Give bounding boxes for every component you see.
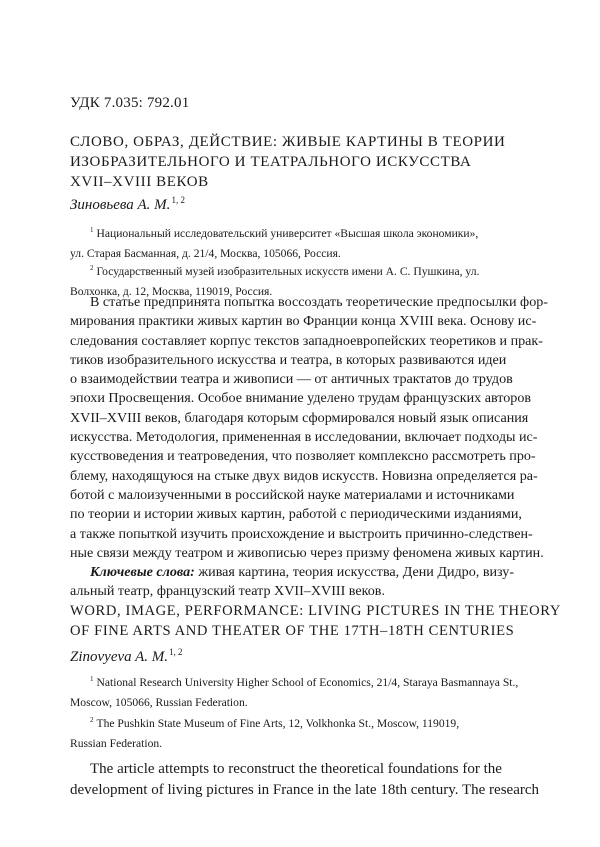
aff-number: 2: [90, 264, 94, 272]
abstract-line: по теории и истории живых картин, работой с периодическими изданиями,: [70, 506, 522, 523]
aff-line: National Research University Higher School of Economics, 21/4, Staraya Basmannaya St.,: [96, 675, 519, 689]
en-title-line: OF FINE ARTS AND THEATER OF THE 17TH–18TH CENTURIES: [70, 623, 515, 639]
abstract-line: мирования практики живых картин во Франции конца XVIII века. Основу ис-: [70, 313, 537, 330]
keywords-label: Ключевые слова:: [90, 564, 195, 581]
abstract-line: The article attempts to reconstruct the theoretical foundations for the: [90, 761, 502, 777]
keywords-line: альный театр, французский театр XVII–XVIII веков.: [70, 583, 385, 600]
aff-line: The Pushkin State Museum of Fine Arts, 12, Volkhonka St., Moscow, 119019,: [96, 716, 460, 730]
abstract-line: XVII–XVIII веков, благодаря которым сформировался новый язык описания: [70, 409, 529, 426]
aff-line: ул. Старая Басманная, д. 21/4, Москва, 105066, Россия.: [70, 246, 341, 260]
aff-number: 2: [90, 716, 94, 724]
aff-number: 1: [90, 675, 94, 683]
abstract-line: блему, находящуюся на стыке двух видов искусств. Новизна определяется ра-: [70, 467, 538, 484]
en-author-sup: 1, 2: [169, 647, 183, 657]
abstract-line: а также попыткой изучить происхождение и выстроить причинно-следствен-: [70, 525, 533, 542]
ru-title-line: СЛОВО, ОБРАЗ, ДЕЙСТВИЕ: ЖИВЫЕ КАРТИНЫ В ТЕОРИИ: [70, 134, 506, 150]
en-title: [70, 601, 561, 641]
abstract-line: о взаимодействии театра и живописи — от античных трактатов до трудов: [70, 371, 513, 388]
aff-line: Moscow, 105066, Russian Federation.: [70, 695, 248, 709]
aff-number: 1: [90, 226, 94, 234]
abstract-line: эпохи Просвещения. Особое внимание уделено трудам французских авторов: [70, 390, 532, 407]
aff-line: Государственный музей изобразительных искусств имени А. С. Пушкина, ул.: [96, 264, 480, 278]
ru-author: [70, 195, 185, 214]
aff-line: Национальный исследовательский университет «Высшая школа экономики»,: [96, 226, 479, 240]
en-abstract: [70, 759, 540, 800]
aff-line: Волхонка, д. 12, Москва, 119019, Россия.: [70, 284, 273, 298]
abstract-line: ботой с малоизученными в российской науке материалами и источниками: [70, 486, 515, 503]
ru-title-line: XVII–XVIII ВЕКОВ: [70, 174, 209, 190]
abstract-line: development of living pictures in France in the late 18th century. The research: [70, 781, 540, 798]
keywords-text: живая картина, теория искусства, Дени Дидро, визу-: [194, 564, 515, 581]
udc-code: УДК 7.035: 792.01: [70, 95, 190, 111]
ru-title: [70, 132, 540, 192]
abstract-line: искусства. Методология, примененная в исследовании, включает подходы ис-: [70, 429, 538, 446]
ru-author-sup: 1, 2: [171, 195, 185, 205]
aff-line: Russian Federation.: [70, 736, 163, 750]
keywords-line: [70, 563, 530, 582]
en-title-line: WORD, IMAGE, PERFORMANCE: LIVING PICTURES IN THE THEORY: [70, 603, 561, 619]
en-author: [70, 647, 183, 666]
abstract-line: тиков изобразительного искусства и театра, в которых развиваются идеи: [70, 351, 507, 368]
ru-abstract: [70, 293, 548, 602]
en-affiliation-1: [70, 669, 530, 713]
abstract-line: кусствоведения и театроведения, что позволяет комплексно рассмотреть про-: [70, 448, 536, 465]
abstract-line: ные связи между театром и живописью через призму феномена живых картин.: [70, 544, 544, 561]
en-affiliation-2: [70, 710, 530, 754]
abstract-line: следования составляет корпус текстов западноевропейских теоретиков и прак-: [70, 332, 543, 349]
abstract-line: В статье предпринята попытка воссоздать теоретические предпосылки фор-: [90, 294, 548, 310]
en-author-name: Zinovyeva A. M.: [70, 649, 169, 665]
ru-title-line: ИЗОБРАЗИТЕЛЬНОГО И ТЕАТРАЛЬНОГО ИСКУССТВА: [70, 154, 472, 170]
ru-author-name: Зиновьева А. М.: [70, 197, 171, 213]
